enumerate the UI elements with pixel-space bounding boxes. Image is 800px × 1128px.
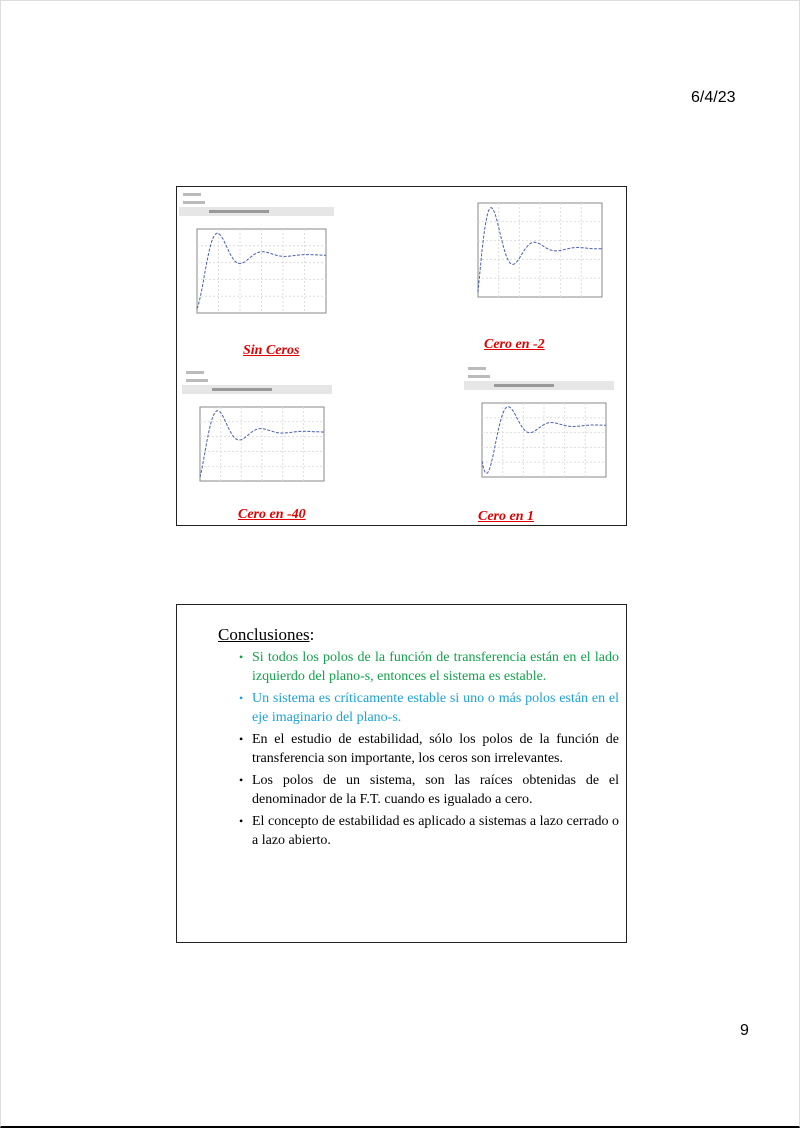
window-menubar [468,375,490,378]
window-title [468,367,486,370]
window-title [183,193,201,196]
plot-cero-en-1 [464,365,614,495]
slide-title [218,625,314,645]
window-titlebar [179,191,334,199]
caption-sin-ceros: Sin Ceros [243,343,300,358]
list-item: • Un sistema es críticamente estable si uno o más polos están en el eje imaginario del plano-s. [239,689,619,727]
caption-cero-en-1: Cero en 1 [478,509,534,524]
slide-conclusiones [176,604,627,943]
plot-cero-en-menos-2 [460,195,610,315]
list-item: • El concepto de estabilidad es aplicado a sistemas a lazo cerrado o a lazo abierto. [239,812,619,850]
plot-cero-en-menos-40 [182,369,332,499]
window-titlebar [182,369,332,377]
list-item: • En el estudio de estabilidad, sólo los polos de la función de transferencia son importante, los ceros son irrelevantes. [239,730,619,768]
conclusions-list [239,648,619,853]
plot-area [478,203,602,297]
window-menubar [183,201,205,204]
window-titlebar [464,365,614,373]
toolbar-buttons [494,384,554,387]
page-number: 9 [740,1022,749,1039]
slide-step-responses [176,186,627,526]
window-title [186,371,204,374]
title-colon: : [309,625,315,644]
plot-sin-ceros [179,191,334,331]
toolbar-buttons [209,210,269,213]
toolbar-buttons [212,388,272,391]
caption-cero-en-menos-2: Cero en -2 [484,337,545,352]
window-menubar [186,379,208,382]
title-text: Conclusiones [218,625,310,644]
caption-cero-en-menos-40: Cero en -40 [238,507,306,522]
list-item: • Si todos los polos de la función de transferencia están en el lado izquierdo del plano-s, entonces el sistema es estable. [239,648,619,686]
date: 6/4/23 [691,89,736,106]
list-item: • Los polos de un sistema, son las raíces obtenidas de el denominador de la F.T. cuando es igualado a cero. [239,771,619,809]
